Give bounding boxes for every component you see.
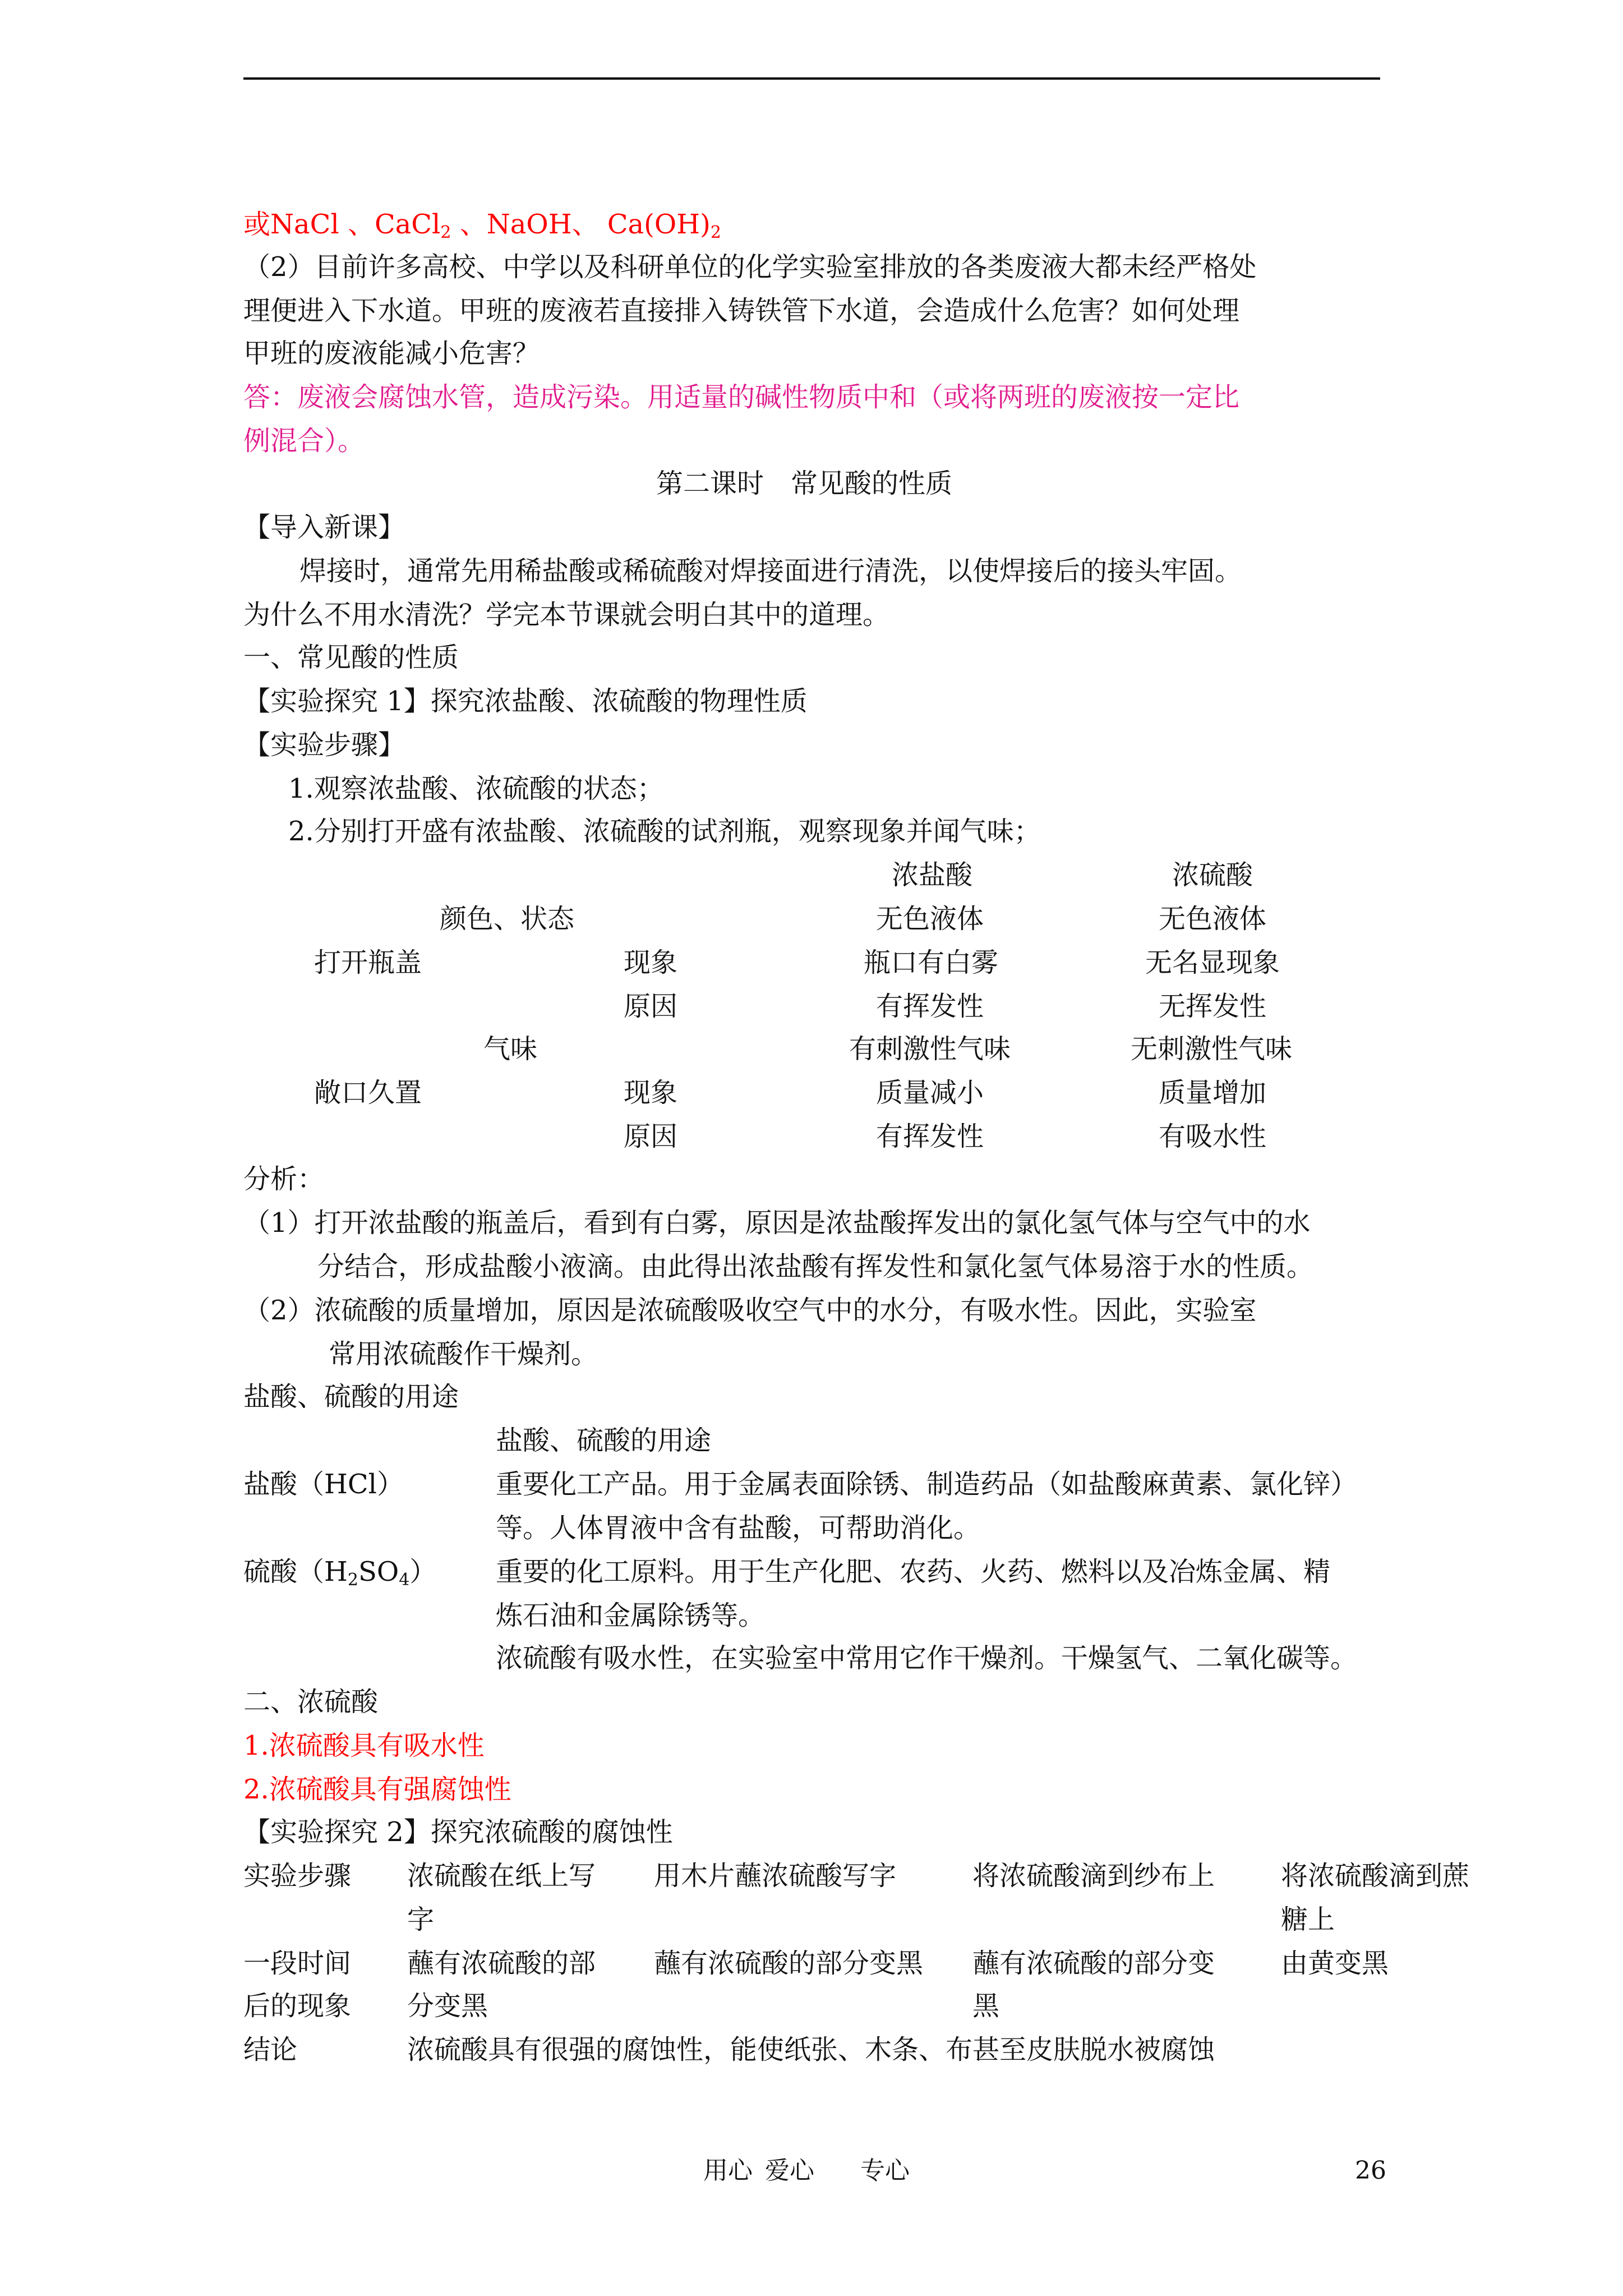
analysis-line: （1）打开浓盐酸的瓶盖后，看到有白雾，原因是浓盐酸挥发出的氯化氢气体与空气中的水 (243, 1207, 1311, 1239)
table-cell: 后的现象 (243, 1990, 352, 2022)
analysis-line: （2）浓硫酸的质量增加，原因是浓硫酸吸收空气中的水分，有吸水性。因此，实验室 (243, 1295, 1257, 1326)
uses-label-sub: 4 (399, 1570, 410, 1590)
table-cell: 浓硫酸具有很强的腐蚀性，能使纸张、木条、布甚至皮肤脱水被腐蚀 (407, 2034, 1215, 2065)
key-point: 2.浓硫酸具有强腐蚀性 (243, 1774, 511, 1805)
uses-label-hcl: 盐酸（HCl） (243, 1469, 404, 1500)
key-point: 1.浓硫酸具有吸水性 (243, 1730, 485, 1761)
step-item: 1.观察浓盐酸、浓硫酸的状态； (288, 773, 664, 804)
answer-formula-line (243, 208, 721, 250)
table-cell: 打开瓶盖 (314, 947, 422, 978)
table-cell: 糖上 (1281, 1904, 1335, 1935)
table-cell: 现象 (624, 947, 678, 978)
table-header-hcl: 浓盐酸 (892, 859, 973, 891)
table-cell: 气味 (483, 1033, 538, 1065)
footer-motto: 爱心 (765, 2156, 814, 2185)
answer-formula-mid: 、NaOH、 Ca(OH) (451, 209, 711, 240)
table-cell: 分变黑 (407, 1990, 488, 2022)
table-cell: 蘸有浓硫酸的部 (407, 1948, 596, 1979)
table-header-h2so4: 浓硫酸 (1172, 859, 1253, 891)
table-cell: 蘸有浓硫酸的部分变 (972, 1948, 1215, 1979)
lesson-title: 第二课时 常见酸的性质 (656, 468, 953, 499)
table-cell: 用木片蘸浓硫酸写字 (654, 1860, 897, 1892)
uses-label-part: SO (358, 1556, 399, 1588)
uses-label-part: 硫酸（H (243, 1556, 348, 1588)
table-cell: 无刺激性气味 (1131, 1033, 1293, 1065)
uses-text: 等。人体胃液中含有盐酸，可帮助消化。 (496, 1512, 981, 1544)
table-cell: 颜色、状态 (440, 903, 575, 935)
table-cell: 瓶口有白雾 (864, 947, 999, 978)
uses-text: 浓硫酸有吸水性，在实验室中常用它作干燥剂。干燥氢气、二氧化碳等。 (496, 1642, 1358, 1674)
table-cell: 将浓硫酸滴到蔗 (1281, 1860, 1470, 1892)
header-rule (243, 77, 1380, 80)
uses-table-title: 盐酸、硫酸的用途 (496, 1425, 712, 1456)
table-cell: 有刺激性气味 (849, 1033, 1011, 1065)
uses-label-sub: 2 (347, 1570, 358, 1590)
experiment-heading: 【实验探究 1】探究浓盐酸、浓硫酸的物理性质 (243, 685, 808, 717)
table-cell: 原因 (624, 1121, 678, 1152)
footer-motto: 用心 (703, 2156, 753, 2185)
intro-line: 焊接时，通常先用稀盐酸或稀硫酸对焊接面进行清洗，以使焊接后的接头牢固。 (299, 555, 1242, 587)
table-cell: 原因 (624, 991, 678, 1022)
question-line: 甲班的废液能减小危害？ (243, 338, 540, 369)
table-cell: 有挥发性 (876, 1121, 984, 1152)
answer-line: 例混合）。 (243, 425, 365, 457)
step-item: 2.分别打开盛有浓盐酸、浓硫酸的试剂瓶，观察现象并闻气味； (288, 816, 1041, 847)
uses-text: 炼石油和金属除锈等。 (496, 1600, 766, 1631)
steps-heading: 【实验步骤】 (243, 729, 405, 761)
table-cell: 有吸水性 (1159, 1121, 1267, 1152)
table-cell: 无名显现象 (1145, 947, 1280, 978)
table-cell: 结论 (243, 2034, 298, 2065)
table-cell: 现象 (624, 1077, 678, 1108)
intro-line: 为什么不用水清洗？学完本节课就会明白其中的道理。 (243, 599, 890, 631)
table-cell: 质量增加 (1159, 1077, 1267, 1108)
answer-formula-prefix: 或NaCl 、CaCl (243, 209, 441, 240)
table-cell: 将浓硫酸滴到纱布上 (972, 1860, 1215, 1892)
footer-motto: 专心 (860, 2156, 910, 2185)
table-cell: 敞口久置 (314, 1077, 422, 1108)
question-line: （2）目前许多高校、中学以及科研单位的化学实验室排放的各类废液大都未经严格处 (243, 251, 1257, 283)
table-cell: 字 (407, 1904, 435, 1935)
table-cell: 由黄变黑 (1281, 1948, 1389, 1979)
section-heading: 二、浓硫酸 (243, 1686, 379, 1718)
table-cell: 质量减小 (876, 1077, 984, 1108)
analysis-line: 分结合，形成盐酸小液滴。由此得出浓盐酸有挥发性和氯化氢气体易溶于水的性质。 (317, 1251, 1314, 1282)
table-cell: 实验步骤 (243, 1860, 352, 1892)
table-cell: 一段时间 (243, 1948, 352, 1979)
experiment-heading: 【实验探究 2】探究浓硫酸的腐蚀性 (243, 1816, 673, 1848)
table-cell: 有挥发性 (876, 991, 984, 1022)
uses-label-h2so4 (243, 1555, 436, 1597)
table-cell: 无色液体 (876, 903, 984, 935)
table-cell: 浓硫酸在纸上写 (407, 1860, 596, 1892)
uses-heading: 盐酸、硫酸的用途 (243, 1381, 459, 1412)
question-line: 理便进入下水道。甲班的废液若直接排入铸铁管下水道，会造成什么危害？如何处理 (243, 295, 1240, 326)
table-cell: 黑 (972, 1990, 1000, 2022)
answer-line: 答：废液会腐蚀水管，造成污染。用适量的碱性物质中和（或将两班的废液按一定比 (243, 381, 1240, 413)
intro-heading: 【导入新课】 (243, 512, 405, 543)
table-cell: 无挥发性 (1159, 991, 1267, 1022)
uses-text: 重要化工产品。用于金属表面除锈、制造药品（如盐酸麻黄素、氯化锌） (496, 1469, 1358, 1500)
section-heading: 一、常见酸的性质 (243, 642, 459, 673)
uses-label-part: ） (409, 1556, 437, 1588)
page-number: 26 (1355, 2156, 1386, 2185)
table-cell: 无色液体 (1159, 903, 1267, 935)
table-cell: 蘸有浓硫酸的部分变黑 (654, 1948, 924, 1979)
answer-formula-sub: 2 (440, 223, 451, 242)
analysis-line: 常用浓硫酸作干燥剂。 (329, 1338, 598, 1370)
uses-text: 重要的化工原料。用于生产化肥、农药、火药、燃料以及冶炼金属、精 (496, 1556, 1331, 1588)
analysis-heading: 分析： (243, 1163, 325, 1195)
answer-formula-sub: 2 (710, 223, 721, 242)
